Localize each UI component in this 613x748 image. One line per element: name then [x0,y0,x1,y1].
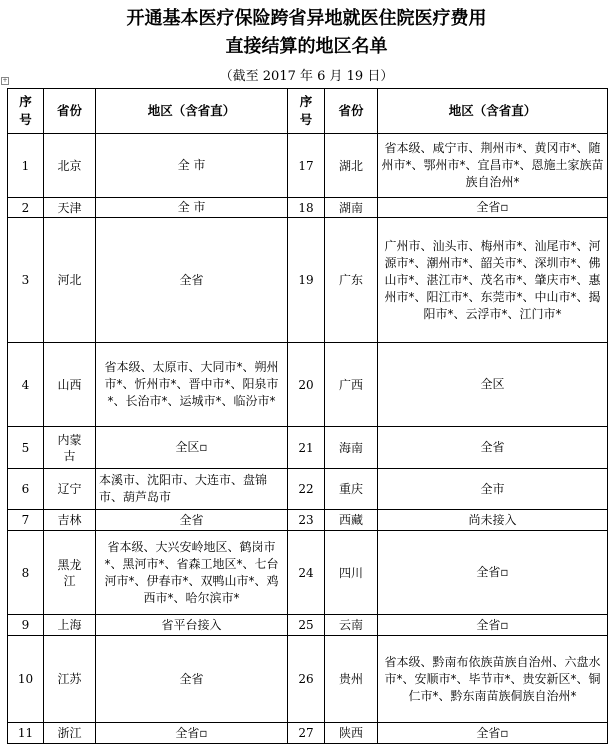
table-anchor-icon: + [2,77,8,84]
province-cell: 江苏 [44,636,96,723]
seq-cell: 6 [8,469,44,510]
province-cell: 湖南 [325,198,378,218]
document-title-line1: 开通基本医疗保险跨省异地就医住院医疗费用 [126,8,487,29]
table-row [8,343,608,427]
seq-cell: 24 [288,531,325,615]
province-cell: 浙江 [44,723,96,744]
seq-cell: 7 [8,510,44,531]
region-cell: 全省 [96,510,288,531]
province-cell: 内蒙古 [44,427,96,469]
province-cell: 海南 [325,427,378,469]
region-table [7,88,608,744]
seq-cell: 20 [288,343,325,427]
seq-cell: 11 [8,723,44,744]
region-cell: 全省 [96,636,288,723]
region-cell: 全 市 [96,134,288,198]
seq-cell: 8 [8,531,44,615]
table-row [8,427,608,469]
province-cell: 河北 [44,218,96,343]
province-cell: 贵州 [325,636,378,723]
seq-cell: 5 [8,427,44,469]
table-row [8,636,608,723]
region-cell: 全省 [96,218,288,343]
header-region-left: 地区（含省直） [96,89,288,134]
region-cell: 全省 [378,427,608,469]
region-cell: 全省▫ [378,531,608,615]
region-cell: 省本级、黔南布依族苗族自治州、六盘水市*、安顺市*、毕节市*、贵安新区*、铜仁市*、黔东南苗族侗族自治州* [378,636,608,723]
region-cell: 全区▫ [96,427,288,469]
seq-cell: 2 [8,198,44,218]
province-cell: 辽宁 [44,469,96,510]
region-cell: 省本级、咸宁市、荆州市*、黄冈市*、随州市*、鄂州市*、宜昌市*、恩施土家族苗族自治州* [378,134,608,198]
document-title-line2: 直接结算的地区名单 [225,36,388,57]
region-cell: 全省▫ [378,615,608,636]
seq-cell: 19 [288,218,325,343]
region-cell: 尚未接入 [378,510,608,531]
province-cell: 广东 [325,218,378,343]
seq-cell: 26 [288,636,325,723]
province-cell: 山西 [44,343,96,427]
seq-cell: 1 [8,134,44,198]
seq-cell: 25 [288,615,325,636]
province-cell: 云南 [325,615,378,636]
header-seq-right: 序号 [288,89,325,134]
table-row [8,198,608,218]
seq-cell: 4 [8,343,44,427]
province-cell: 吉林 [44,510,96,531]
table-row [8,218,608,343]
region-cell: 省平台接入 [96,615,288,636]
region-cell: 全 市 [96,198,288,218]
region-cell: 全省▫ [378,723,608,744]
table-row [8,134,608,198]
region-cell: 全省▫ [96,723,288,744]
table-row [8,510,608,531]
region-cell: 广州市、汕头市、梅州市*、汕尾市*、河源市*、潮州市*、韶关市*、深圳市*、佛山市*、湛江市*、茂名市*、肇庆市*、惠州市*、阳江市*、东莞市*、中山市*、揭阳市*、云浮市*、江门市* [378,218,608,343]
seq-cell: 9 [8,615,44,636]
seq-cell: 22 [288,469,325,510]
date-note: （截至 2017 年 6 月 19 日） [219,69,394,84]
header-seq-left: 序号 [8,89,44,134]
seq-cell: 18 [288,198,325,218]
seq-cell: 23 [288,510,325,531]
province-cell: 重庆 [325,469,378,510]
table-row [8,531,608,615]
province-cell: 西藏 [325,510,378,531]
seq-cell: 21 [288,427,325,469]
region-cell: 全区 [378,343,608,427]
table-row [8,469,608,510]
province-cell: 黑龙江 [44,531,96,615]
header-region-right: 地区（含省直） [378,89,608,134]
region-cell: 全省▫ [378,198,608,218]
header-province-right: 省份 [325,89,378,134]
province-cell: 湖北 [325,134,378,198]
table-row [8,723,608,744]
table-header-row [8,89,608,134]
province-cell: 上海 [44,615,96,636]
seq-cell: 17 [288,134,325,198]
header-province-left: 省份 [44,89,96,134]
province-cell: 四川 [325,531,378,615]
seq-cell: 10 [8,636,44,723]
region-cell: 全市 [378,469,608,510]
province-cell: 陕西 [325,723,378,744]
seq-cell: 27 [288,723,325,744]
region-cell: 本溪市、沈阳市、大连市、盘锦市、葫芦岛市 [96,469,288,510]
province-cell: 北京 [44,134,96,198]
region-cell: 省本级、太原市、大同市*、朔州市*、忻州市*、晋中市*、阳泉市*、长治市*、运城市*、临汾市* [96,343,288,427]
table-row [8,615,608,636]
seq-cell: 3 [8,218,44,343]
province-cell: 天津 [44,198,96,218]
province-cell: 广西 [325,343,378,427]
region-cell: 省本级、大兴安岭地区、鹤岗市*、黑河市*、省森工地区*、七台河市*、伊春市*、双鸭山市*、鸡西市*、哈尔滨市* [96,531,288,615]
